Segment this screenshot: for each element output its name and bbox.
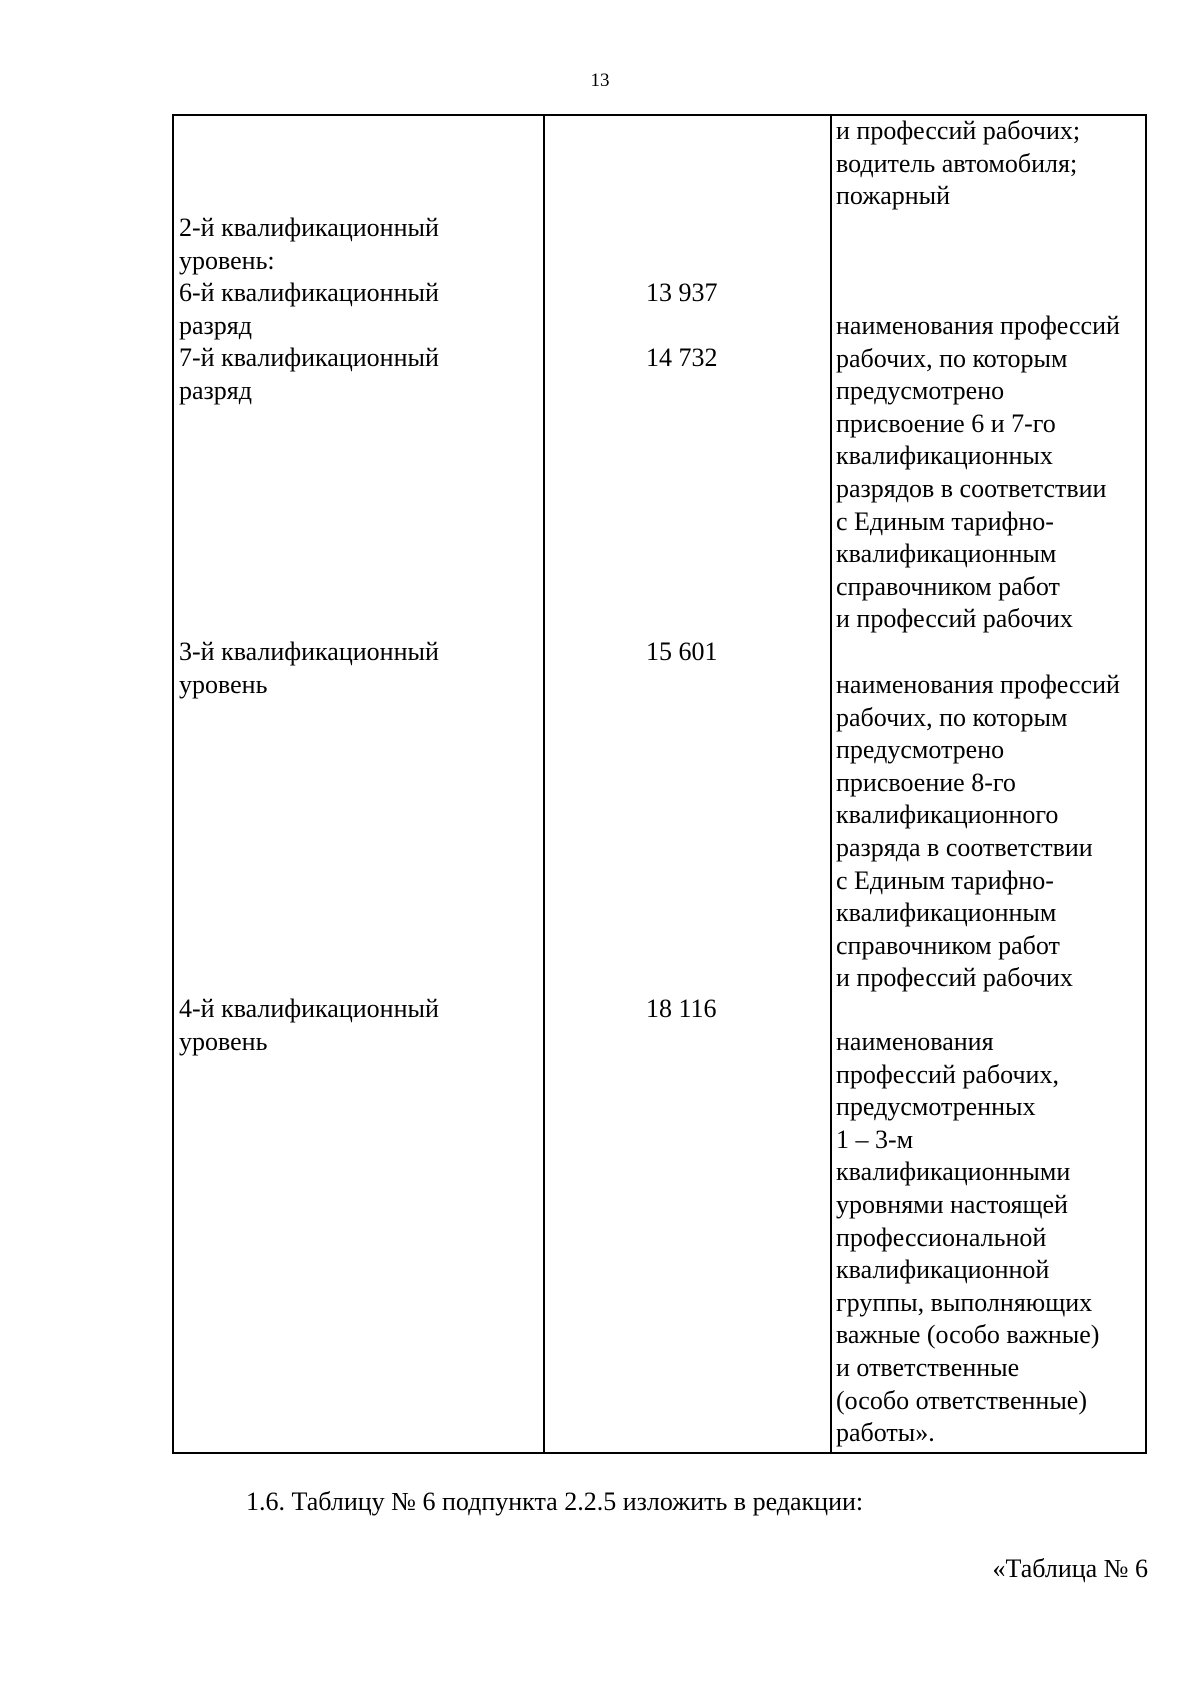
table-column-divider-2: [830, 116, 832, 1452]
level-3-label: 3-й квалификационный уровень: [179, 637, 439, 699]
continued-profession-text: и профессий рабочих; водитель автомобиля; пожарный: [836, 116, 1081, 211]
paragraph-1-6: 1.6. Таблицу № 6 подпункта 2.2.5 изложить в редакции:: [246, 1487, 864, 1516]
grade-7-salary: 14 732: [646, 343, 718, 372]
page-number: 13: [590, 70, 610, 91]
level-4-label: 4-й квалификационный уровень: [179, 994, 439, 1056]
table-column-divider-1: [543, 116, 545, 1452]
level-3-salary: 15 601: [646, 637, 718, 666]
level-2-label: 2-й квалификационный уровень:: [179, 213, 439, 275]
grade-7-label: 7-й квалификационный разряд: [179, 343, 439, 405]
table-6-heading: «Таблица № 6: [992, 1554, 1148, 1583]
level-4-salary: 18 116: [646, 994, 717, 1023]
level-4-professions: наименования профессий рабочих, предусмотренных 1 – 3-м квалификационными уровнями настоящей профессиональной квалификационной группы, выполняющих важные (особо важные) и ответственные (особо ответственные) работы».: [836, 1027, 1100, 1448]
level-2-professions: наименования профессий рабочих, по которым предусмотрено присвоение 6 и 7-го квалификационных разрядов в соответствии с Единым тарифно- квалификационным справочником работ и профессий рабочих: [836, 311, 1120, 634]
grade-6-salary: 13 937: [646, 278, 718, 307]
level-3-professions: наименования профессий рабочих, по которым предусмотрено присвоение 8-го квалификационного разряда в соответствии с Единым тарифно- квалификационным справочником работ и профессий рабочих: [836, 670, 1120, 993]
grade-6-label: 6-й квалификационный разряд: [179, 278, 439, 340]
